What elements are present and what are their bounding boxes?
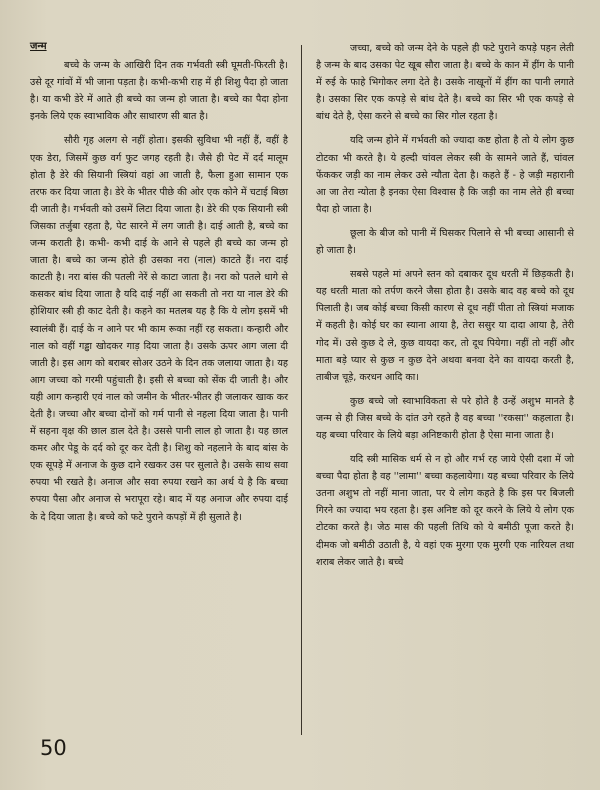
paragraph: सबसे पहले मां अपने स्तन को दबाकर दूध धरती में छिड़कती है। यह धरती माता को तर्पण करने जैसा होता है। उसके बाद वह बच्चे को दूध पिलाती है। जब कोई बच्चा किसी कारण से दूध नहीं पीता तो स्त्रियां मजाक में कहती है। कोई घर का स्याना आया है, तेरा ससुर या दादा आया है, तेरी गोद में। उसे कुछ दे ले, कुछ वायदा कर, तो दूध पियेगा। नहीं तो नहीं और माता बड़े प्यार से कुछ न कुछ देने अथवा बनवा देने का वायदा करती है, ताबीज चूड़े, करधन आदि का। — [316, 269, 574, 383]
paragraph: यदि जन्म होने में गर्भवती को ज्यादा कष्ट होता है तो ये लोग कुछ टोटका भी करते है। ये हल्दी चांवल लेकर स्त्री के सामने जाते हैं, चांवल फेंककर जड़ी का नाम लेकर उसे न्यौता देता है। कहते हैं - हे जड़ी महारानी आ जा तेरा न्योता है इनका ऐसा विश्वास है कि जड़ी का नाम लेते ही बच्चा पैदा हो जाता है। — [316, 135, 574, 215]
paragraph: सौरी गृह अलग से नहीं होता। इसकी सुविधा भी नहीं हैं, वहीं है एक डेरा, जिसमें कुछ वर्ग फुट जगह रहती है। जैसे ही पेट में दर्द मालूम होता है डेरे की सियानी स्त्रियां वहां आ जाती है, फैला हुआ सामान एक तरफ कर दिया जाता है। डेरे के भीतर पीछे की ओर एक कोने में चटाई बिछा दी जाती है। गर्भवती को उसमें लिटा दिया जाता है। डेरे की एक सियानी स्त्री जिसका तर्जुबा रहता है, पेट सारने में लग जाती है। दाई आती है, बच्चे का जन्म कराती है। कभी- कभी दाई के आने से पहले ही बच्चे का जन्म हो जाता है। बच्चे का जन्म होते ही उसका नरा (नाल) काटते हैं। नरा दाई काटती है। नरा बांस की पतली नेरें से काटा जाता है। नरा को पतले धागे से कसकर बांध दिया जाता है यदि दाई नहीं आ सकती तो नरा या नाल डेरे की होशियार स्त्री ही काट देती है। कहने का मतलब यह है कि ये लोग इसमें भी स्वालंबी हैं। दाई के न आने पर भी काम रूका नहीं रह सकता। कन्हारी और नाल को वहीं गड्ढा खोदकर गाड़ दिया जाता है। उसके ऊपर आग जला दी जाती है। इस आग को बराबर सोअर उठने के दिन तक जलाया जाता है। यह आग जच्चा को गरमी पहुंचाती है। इसी से बच्चा को सेंक दी जाती है। और यही आग कन्हारी एवं नाल को जमीन के भीतर-भीतर ही जलाकर खाक कर देती है। जच्चा और बच्चा दोनों को गर्म पानी से नहला दिया जाता है। पानी में सहना वृक्ष की छाल डाल देते है। उससे पानी लाल हो जाता है। यह छाल कमर और पेडू के दर्द को दूर कर देती है। शिशु को नहलाने के बाद बांस के एक सूपड़े में अनाज के कुछ दाने रखकर उस पर सुलाते है। उसके साथ सवा रुपया भी रखते है। अनाज और सवा रुपया रखने का अर्थ ये है कि बच्चा रुपया पैसा और अनाज से भरापूरा रहे। बाद में यह अनाज और रुपया दाई के दे दिया जाता है। बच्चे को फटे पुराने कपड़ों में ही सुलाते है। — [30, 135, 288, 523]
section-heading: जन्म — [30, 41, 47, 52]
left-column — [30, 38, 288, 533]
paragraph: जच्चा, बच्चे को जन्म देने के पहले ही फटे पुराने कपड़े पहन लेती है जन्म के बाद उसका पेट खूब सौरा जाता है। बच्चे के कान में हींग के पानी में रुई के फाहे भिगोकर लगा देते है। उसके नाखूनों में हींग का पानी लगाते है। उसका सिर एक कपड़े से बांध देते है। बच्चे का सिर भी एक कपड़े से बांध देते है, ऐसा करने से बच्चे का सिर गोल रहता है। — [316, 43, 574, 123]
paragraph: छूला के बीज को पानी में घिसकर पिलाने से भी बच्चा आसानी से हो जाता है। — [316, 227, 574, 257]
paragraph: यदि स्त्री मासिक धर्म से न हो और गर्भ रह जाये ऐसी दशा में जो बच्चा पैदा होता है वह ''लामा'' बच्चा कहलायेगा। यह बच्चा परिवार के लिये उतना अशुभ तो नहीं माना जाता, पर ये लोग कहते है कि इस पर बिजली गिरने का ज्यादा भय रहता है। इस अनिष्ट को दूर करने के लिये ये लोग एक टोटका करते है। जेठ मास की पहली तिथि को ये बमीठी पूजा करते है। दीमक जो बमीठी उठाती है, ये वहां एक मुरगा एक मुरगी एक नारियल तथा शराब लेकर जाते है। बच्चे — [316, 454, 574, 568]
column-divider — [301, 45, 302, 735]
paragraph: कुछ बच्चे जो स्वाभाविकता से परे होते है उन्हें अशुभ मानते है जन्म से ही जिस बच्चे के दांत उगे रहते है वह बच्चा ''रकसा'' कहलाता है। यह बच्चा परिवार के लिये बड़ा अनिष्टकारी होता है ऐसा माना जाता है। — [316, 395, 574, 441]
paragraph: बच्चे के जन्म के आखिरी दिन तक गर्भवती स्त्री घूमती-फिरती है। उसे दूर गांवों में भी जाना पड़ता है। कभी-कभी राह में ही शिशु पैदा हो जाता है। या कभी डेरे में आते ही बच्चे का जन्म हो जाता है। बच्चे का पैदा होना इनके लिये एक स्वाभाविक और साधारण सी बात है। — [30, 60, 288, 123]
right-column — [316, 40, 574, 578]
page-number: 50 — [40, 736, 67, 760]
